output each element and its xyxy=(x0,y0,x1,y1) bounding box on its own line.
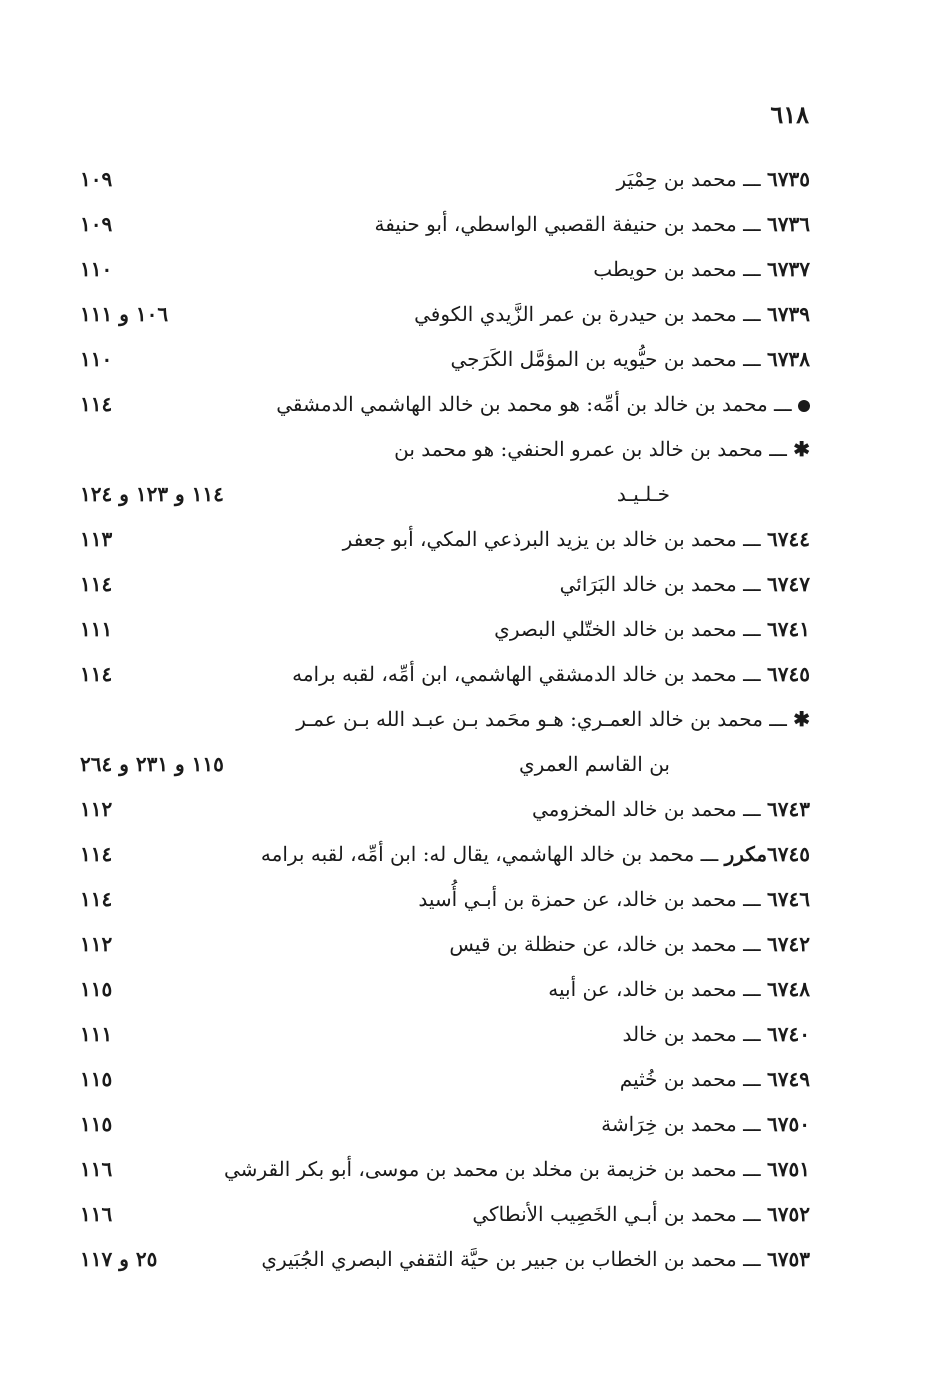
entry-number: ٦٧٣٨ xyxy=(767,347,810,371)
index-entry xyxy=(80,967,810,1012)
entry-name: محمد بن خُثيم xyxy=(619,1067,737,1091)
index-entry xyxy=(80,517,810,562)
page-refs: ١١٦ xyxy=(80,1157,113,1181)
index-entry xyxy=(80,652,810,697)
entry-name: محمد بن خالد، عن حنظلة بن قيس xyxy=(449,932,737,956)
entry-text xyxy=(394,427,810,472)
index-entry xyxy=(80,427,810,472)
entry-text xyxy=(548,967,810,1012)
entry-text xyxy=(601,1102,810,1147)
entry-text xyxy=(224,1147,810,1192)
page-refs: ١٠٩ xyxy=(80,167,113,191)
entry-number: ٦٧٤٧ xyxy=(767,572,810,596)
dash-separator: ـــ xyxy=(736,1202,768,1226)
dash-separator: ـــ xyxy=(736,932,768,956)
page-refs: ١١٤ و ١٢٣ و ١٢٤ xyxy=(80,482,224,506)
entry-name: خـلـيـد xyxy=(616,482,670,506)
page-refs: ١١٥ xyxy=(80,1067,113,1091)
index-entry xyxy=(80,1102,810,1147)
index-entry xyxy=(80,1192,810,1237)
entry-number: ٦٧٤٨ xyxy=(767,977,810,1001)
entry-name: محمد بن خالد xyxy=(622,1022,737,1046)
index-entry xyxy=(80,472,810,517)
entry-number: ٦٧٤٠ xyxy=(767,1022,810,1046)
entry-name: بن القاسم العمري xyxy=(519,752,670,776)
entry-name: محمد بن حيدرة بن عمر الزَّيدي الكوفي xyxy=(414,302,737,326)
page-refs: ١١٥ و ٢٣١ و ٢٦٤ xyxy=(80,752,224,776)
page-refs: ٢٥ و ١١٧ xyxy=(80,1247,158,1271)
index-entry xyxy=(80,607,810,652)
entry-name: محمد بن خالد، عن حمزة بن أبـي أُسيد xyxy=(418,887,737,911)
dash-separator: ـــ xyxy=(767,392,798,416)
dash-separator: ـــ xyxy=(736,167,768,191)
entry-name: محمد بن حويطب xyxy=(593,257,737,281)
entry-name: محمد بن خالد العمـري: هـو محَمد بـن عبـد الله بـن عمـر xyxy=(296,707,763,731)
entry-number: ٦٧٥٠ xyxy=(767,1112,810,1136)
entry-text xyxy=(343,517,810,562)
star-marker: ✱ xyxy=(793,707,810,731)
page-number: ٦١٨ xyxy=(770,100,809,129)
entry-name: محمد بن الخطاب بن جبير بن حيَّة الثقفي البصري الجُبَيري xyxy=(261,1247,737,1271)
entry-name: محمد بن حيُّويه بن المؤمَّل الكَرَجي xyxy=(450,347,737,371)
index-entry xyxy=(80,922,810,967)
entry-text xyxy=(593,247,810,292)
index-entry xyxy=(80,1147,810,1192)
entry-name: محمد بن خزيمة بن مخلد بن محمد بن موسى، أبو بكر القرشي xyxy=(224,1157,737,1181)
entry-text xyxy=(374,202,810,247)
entry-number: ٦٧٥٢ xyxy=(767,1202,810,1226)
entry-text xyxy=(450,337,810,382)
entry-name: محمد بن خالد بن يزيد البرذعي المكي، أبو جعفر xyxy=(342,527,737,551)
entry-number: ٦٧٣٥ xyxy=(767,167,810,191)
page-refs: ١١٥ xyxy=(80,1112,113,1136)
dash-separator: ـــ xyxy=(736,887,768,911)
entry-number: ٦٧٣٦ xyxy=(767,212,810,236)
page-refs: ١١٢ xyxy=(80,932,113,956)
page-refs: ١١١ xyxy=(80,1022,113,1046)
entry-number: ٦٧٥٣ xyxy=(767,1247,810,1271)
page-refs: ١٠٦ و ١١١ xyxy=(80,302,169,326)
entry-name: محمد بن خالد الدمشقي الهاشمي، ابن أمِّه، لقبه برامه xyxy=(292,662,737,686)
index-entry xyxy=(80,877,810,922)
index-entry xyxy=(80,697,810,742)
entry-text xyxy=(620,1057,810,1102)
index-entry xyxy=(80,337,810,382)
dash-separator: ـــ xyxy=(736,1157,768,1181)
page-refs: ١١٤ xyxy=(80,887,113,911)
dash-separator: ـــ xyxy=(762,437,794,461)
dash-separator: ـــ xyxy=(736,662,768,686)
star-marker: ✱ xyxy=(793,437,810,461)
entry-number: ٦٧٤٣ xyxy=(767,797,810,821)
entry-text xyxy=(261,832,810,877)
page-refs: ١١٤ xyxy=(80,392,113,416)
index-entries xyxy=(80,157,810,1282)
entry-number: ٦٧٤٤ xyxy=(767,527,810,551)
page-refs: ١١٣ xyxy=(80,527,113,551)
entry-name: محمد بن خالد البَرَائي xyxy=(559,572,737,596)
page-refs: ١١٢ xyxy=(80,797,113,821)
page-refs: ١٠٩ xyxy=(80,212,113,236)
entry-text xyxy=(560,562,810,607)
index-entry xyxy=(80,247,810,292)
dash-separator: ـــ xyxy=(736,977,768,1001)
page-refs: ١١٤ xyxy=(80,572,113,596)
index-entry xyxy=(80,202,810,247)
index-entry xyxy=(80,742,810,787)
index-entry xyxy=(80,1012,810,1057)
dash-separator: ـــ xyxy=(736,302,768,326)
entry-text xyxy=(622,1012,810,1057)
dash-separator: ـــ xyxy=(694,842,725,866)
entry-number: ٦٧٤٥مكرر xyxy=(724,842,810,866)
index-entry xyxy=(80,292,810,337)
entry-name: محمد بن حنيفة القصبي الواسطي، أبو حنيفة xyxy=(374,212,737,236)
page-refs: ١١٠ xyxy=(80,347,113,371)
entry-text xyxy=(276,382,810,427)
dash-separator: ـــ xyxy=(762,707,794,731)
entry-number: ٦٧٤٩ xyxy=(767,1067,810,1091)
entry-name: محمد بن خالد الهاشمي، يقال له: ابن أمِّه، لقبه برامه xyxy=(260,842,695,866)
entry-text xyxy=(532,787,810,832)
entry-text xyxy=(292,652,810,697)
entry-text xyxy=(296,697,810,742)
dash-separator: ـــ xyxy=(736,1247,768,1271)
entry-text xyxy=(617,157,810,202)
entry-name: محمد بن خالد، عن أبيه xyxy=(548,977,737,1001)
entry-name: محمد بن خالد المخزومي xyxy=(531,797,737,821)
dash-separator: ـــ xyxy=(736,1022,768,1046)
entry-text xyxy=(261,1237,810,1282)
index-entry xyxy=(80,157,810,202)
entry-text xyxy=(418,877,810,922)
entry-name: محمد بن خالد بن أمِّه: هو محمد بن خالد الهاشمي الدمشقي xyxy=(276,392,768,416)
entry-name: محمد بن أبـي الخَصِيب الأنطاكي xyxy=(472,1202,737,1226)
entry-name: محمد بن خالد الختّلي البصري xyxy=(494,617,737,641)
index-entry xyxy=(80,1057,810,1102)
entry-text xyxy=(472,1192,810,1237)
entry-number: ٦٧٤٦ xyxy=(767,887,810,911)
entry-text xyxy=(449,922,810,967)
index-entry xyxy=(80,562,810,607)
entry-number: ٦٧٣٧ xyxy=(767,257,810,281)
entry-text xyxy=(617,472,670,517)
index-entry xyxy=(80,382,810,427)
index-entry xyxy=(80,787,810,832)
dash-separator: ـــ xyxy=(736,212,768,236)
dash-separator: ـــ xyxy=(736,257,768,281)
entry-number: ٦٧٥١ xyxy=(767,1157,810,1181)
dash-separator: ـــ xyxy=(736,527,768,551)
dash-separator: ـــ xyxy=(736,1112,768,1136)
page-refs: ١١٥ xyxy=(80,977,113,1001)
dash-separator: ـــ xyxy=(736,1067,768,1091)
index-entry xyxy=(80,1237,810,1282)
entry-number: ٦٧٣٩ xyxy=(767,302,810,326)
entry-name: محمد بن خِرَاشة xyxy=(601,1112,737,1136)
index-entry xyxy=(80,832,810,877)
page-refs: ١١٤ xyxy=(80,842,113,866)
dash-separator: ـــ xyxy=(736,572,768,596)
page-refs: ١١١ xyxy=(80,617,113,641)
entry-name: محمد بن خالد بن عمرو الحنفي: هو محمد بن xyxy=(394,437,763,461)
entry-text xyxy=(494,607,810,652)
dash-separator: ـــ xyxy=(736,347,768,371)
dash-separator: ـــ xyxy=(736,797,768,821)
dash-separator: ـــ xyxy=(736,617,768,641)
page-refs: ١١٦ xyxy=(80,1202,113,1226)
page-refs: ١١٠ xyxy=(80,257,113,281)
entry-number: ٦٧٤٢ xyxy=(767,932,810,956)
bullet-marker xyxy=(798,400,810,412)
entry-text xyxy=(414,292,810,337)
page-refs: ١١٤ xyxy=(80,662,113,686)
entry-number: ٦٧٤٥ xyxy=(767,662,810,686)
entry-number: ٦٧٤١ xyxy=(767,617,810,641)
entry-text xyxy=(519,742,670,787)
entry-name: محمد بن حِمْيَر xyxy=(616,167,737,191)
